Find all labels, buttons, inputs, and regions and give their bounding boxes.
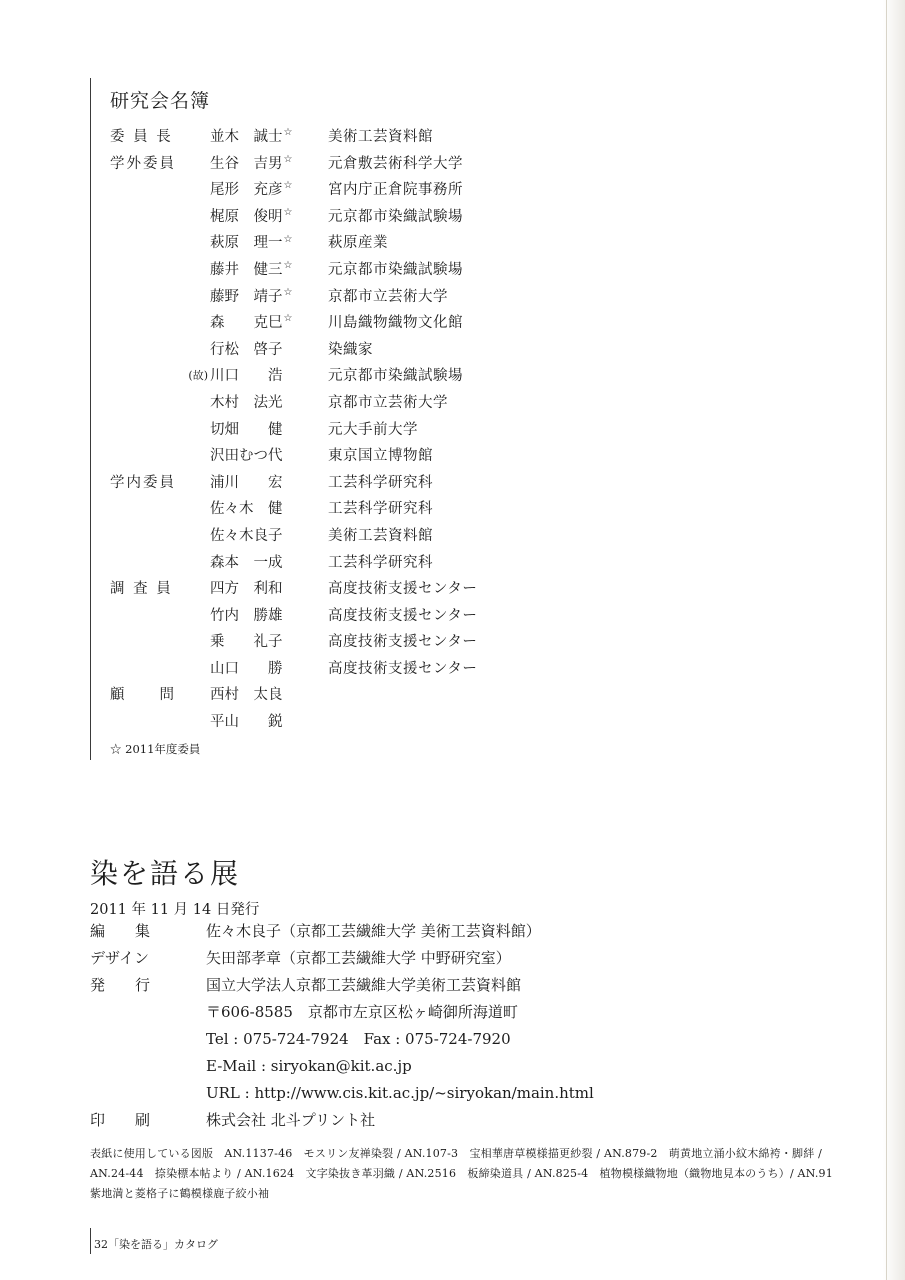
page-edge-line	[886, 0, 887, 1280]
member-name-text: 平山 鋭	[210, 714, 283, 731]
member-name	[210, 629, 320, 656]
member-affiliation: 京都市立芸術大学	[328, 288, 448, 305]
member-name	[210, 523, 320, 550]
member-affiliation: 美術工芸資料館	[328, 527, 433, 544]
member-role: 学内委員	[110, 474, 176, 491]
member-name-text: 川口 浩	[210, 368, 283, 385]
member-name	[210, 656, 320, 683]
member-name	[210, 363, 320, 390]
member-name-text: 沢田むつ代	[210, 448, 283, 465]
member-name	[210, 177, 320, 204]
member-affiliation: 工芸科学研究科	[328, 554, 433, 571]
member-name	[210, 337, 320, 364]
credit-value: Tel : 075-724-7924 Fax : 075-724-7920	[206, 1030, 511, 1048]
member-affiliation: 元京都市染織試験場	[328, 208, 463, 225]
member-affiliation: 高度技術支援センター	[328, 581, 478, 598]
member-name	[210, 576, 320, 603]
member-name-text: 木村 法光	[210, 394, 283, 411]
member-name	[210, 470, 320, 497]
roster-rule	[90, 78, 91, 760]
member-affiliation: 元倉敷芸術科学大学	[328, 155, 463, 172]
credit-value: E-Mail : siryokan@kit.ac.jp	[206, 1057, 412, 1075]
member-affiliation: 高度技術支援センター	[328, 634, 478, 651]
member-name-text: 西村 太良	[210, 687, 283, 704]
cover-illustration-note: 表紙に使用している図版 AN.1137-46 モスリン友禅染裂 / AN.107-3 宝相華唐草模様描更紗裂 / AN.879-2 萌黄地立涌小紋木綿袴・脚絆 / AN.24-44 捺染標本帖より / AN.1624 文字染抜き革羽織 / AN.2516 板締染道具 / AN.825-4 植物模様織物地（織物地見本のうち）/ AN.91 紫地満と菱格子に鶴模様鹿子絞小袖	[90, 1147, 845, 1200]
member-name	[210, 230, 320, 257]
member-name-text: 藤野 靖子	[210, 288, 283, 305]
member-name-text: 尾形 充彦	[210, 182, 283, 199]
member-name-text: 竹内 勝雄	[210, 607, 283, 624]
member-name-text: 佐々木 健	[210, 501, 283, 518]
footer-rule	[90, 1228, 91, 1254]
member-name-text: 浦川 宏	[210, 474, 283, 491]
member-name-text: 乗 礼子	[210, 634, 283, 651]
publication-date: 2011 年 11 月 14 日発行	[90, 902, 260, 918]
member-name	[210, 390, 320, 417]
member-name	[210, 284, 320, 311]
member-affiliation: 工芸科学研究科	[328, 501, 433, 518]
credit-value: 株式会社 北斗プリント社	[206, 1111, 376, 1129]
member-role: 委 員 長	[110, 129, 173, 145]
credit-label: 発 行	[90, 976, 151, 994]
member-name	[210, 310, 320, 337]
star-icon: ☆	[283, 206, 293, 218]
member-affiliation: 京都市立芸術大学	[328, 394, 448, 411]
star-icon: ☆	[283, 313, 293, 325]
member-affiliation: 東京国立博物館	[328, 448, 433, 465]
member-affiliation: 萩原産業	[328, 235, 388, 252]
member-name	[210, 550, 320, 577]
credit-label: 印 刷	[90, 1111, 151, 1129]
member-role: 調 査 員	[110, 581, 173, 598]
star-icon: ☆	[283, 260, 293, 272]
member-affiliation: 元大手前大学	[328, 421, 418, 438]
member-name	[210, 443, 320, 470]
member-name	[210, 417, 320, 444]
member-name-text: 四方 利和	[210, 581, 283, 598]
member-name	[210, 124, 320, 151]
credit-label: デザイン	[90, 949, 149, 967]
star-icon: ☆	[283, 127, 293, 139]
credit-label: 編 集	[90, 922, 151, 940]
member-affiliation: 工芸科学研究科	[328, 474, 433, 491]
member-name-text: 並木 誠士	[210, 129, 283, 145]
member-name-text: 生谷 吉男	[210, 155, 283, 172]
member-name-text: 行松 啓子	[210, 341, 283, 358]
star-icon: ☆	[283, 233, 293, 245]
member-name	[210, 603, 320, 630]
member-name-text: 山口 勝	[210, 660, 283, 677]
member-affiliation: 高度技術支援センター	[328, 607, 478, 624]
member-name-text: 森本 一成	[210, 554, 283, 571]
member-role: 学外委員	[110, 155, 176, 172]
member-name	[210, 151, 320, 178]
member-affiliation: 元京都市染織試験場	[328, 368, 463, 385]
credit-value: 国立大学法人京都工芸繊維大学美術工芸資料館	[206, 976, 522, 994]
member-affiliation: 川島織物織物文化館	[328, 315, 463, 332]
star-icon: ☆	[283, 180, 293, 192]
star-icon: ☆	[283, 153, 293, 165]
credit-value: URL : http://www.cis.kit.ac.jp/~siryokan/main.html	[206, 1084, 594, 1102]
member-name-text: 萩原 理一	[210, 235, 283, 252]
member-affiliation: 美術工芸資料館	[328, 129, 433, 145]
member-affiliation: 高度技術支援センター	[328, 660, 478, 677]
star-icon: ☆	[283, 286, 293, 298]
member-name-text: 切畑 健	[210, 421, 283, 438]
credit-value: 佐々木良子（京都工芸繊維大学 美術工芸資料館）	[206, 922, 541, 940]
credit-value: 矢田部孝章（京都工芸繊維大学 中野研究室）	[206, 949, 511, 967]
member-name	[210, 682, 320, 709]
member-name-text: 梶原 俊明	[210, 208, 283, 225]
member-name-text: 藤井 健三	[210, 261, 283, 278]
member-name	[210, 204, 320, 231]
member-name	[210, 709, 320, 736]
credit-value: 〒606-8585 京都市左京区松ヶ崎御所海道町	[206, 1003, 518, 1021]
member-prefix: (故)	[188, 369, 208, 383]
exhibit-title: 染を語る展	[90, 857, 241, 890]
section-title: 研究会名簿	[110, 90, 211, 112]
member-name-text: 森 克巳	[210, 315, 283, 332]
member-role: 顧 問	[110, 687, 176, 704]
member-name	[210, 496, 320, 523]
member-name	[210, 257, 320, 284]
footnote: ☆ 2011年度委員	[110, 742, 201, 756]
member-affiliation: 宮内庁正倉院事務所	[328, 182, 463, 199]
member-name-text: 佐々木良子	[210, 527, 283, 544]
member-affiliation: 染織家	[328, 341, 373, 358]
page-footer: 32「染を語る」カタログ	[94, 1238, 218, 1251]
member-affiliation: 元京都市染織試験場	[328, 261, 463, 278]
